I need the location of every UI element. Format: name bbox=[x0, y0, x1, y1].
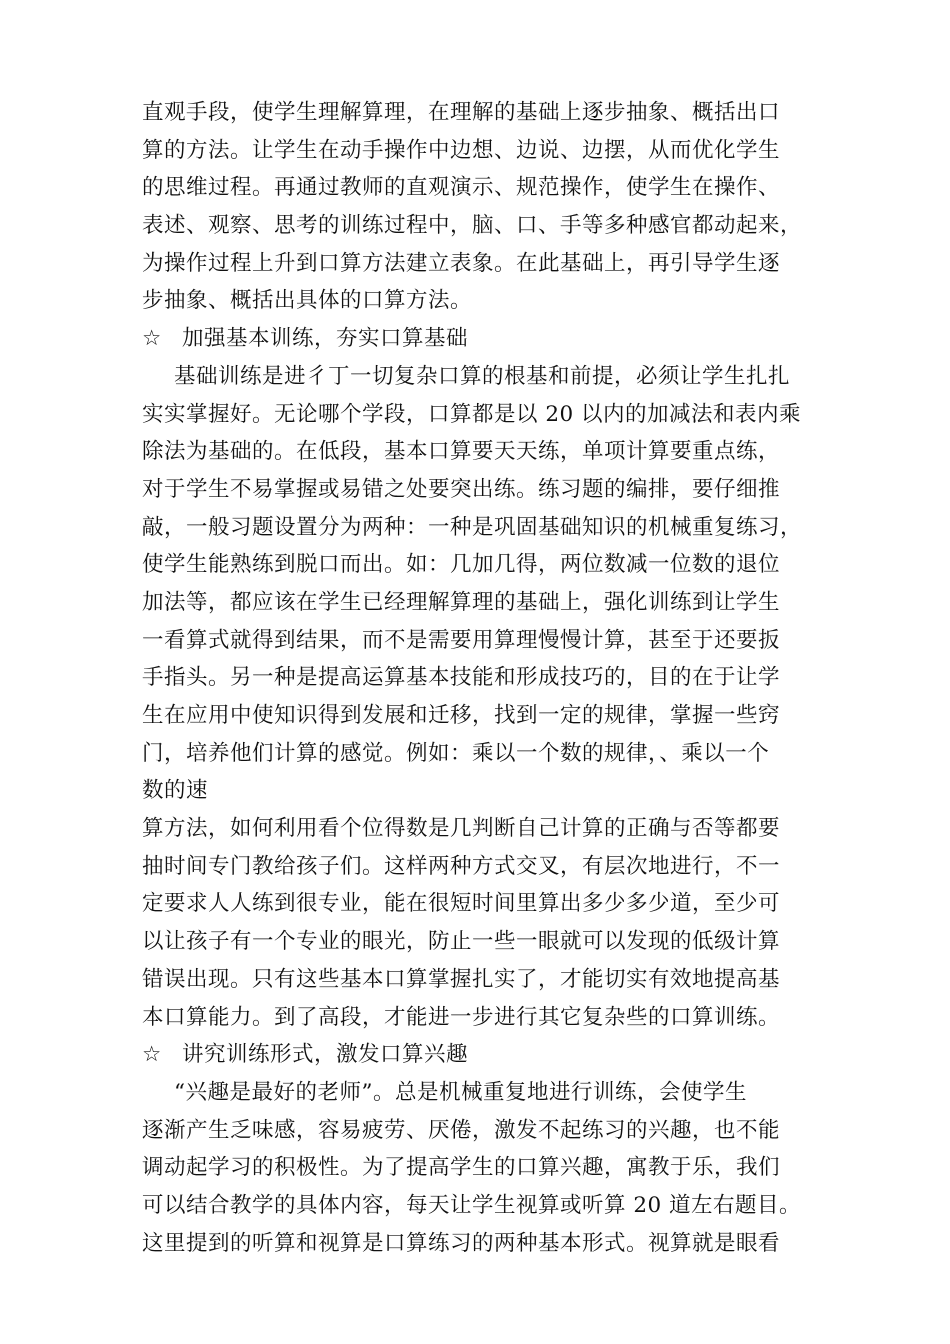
paragraph-line: 本口算能力。到了高段，才能进一步进行其它复杂些的口算训练。 bbox=[142, 1004, 781, 1030]
paragraph-line: 可以结合教学的具体内容，每天让学生视算或听算 20 道左右题目。 bbox=[142, 1192, 802, 1218]
paragraph-line: 定要求人人练到很专业，能在很短时间里算出多少多少道，至少可 bbox=[142, 891, 781, 917]
paragraph-line: “兴趣是最好的老师”。总是机械重复地进行训练，会使学生 bbox=[174, 1079, 747, 1105]
paragraph-line: 步抽象、概括出具体的口算方法。 bbox=[142, 288, 473, 314]
paragraph-line: 一看算式就得到结果，而不是需要用算理慢慢计算，甚至于还要扳 bbox=[142, 627, 781, 653]
paragraph-3 bbox=[142, 1074, 842, 1262]
section-heading-text: 加强基本训练，夯实口算基础 bbox=[182, 326, 469, 352]
paragraph-line: 门，培养他们计算的感觉。例如：乘以一个数的规律，、乘以一个 bbox=[142, 740, 770, 766]
paragraph-line: 为操作过程上升到口算方法建立表象。在此基础上，再引导学生逐 bbox=[142, 250, 781, 276]
paragraph-line: 错误出现。只有这些基本口算掌握扎实了，才能切实有效地提高基 bbox=[142, 966, 781, 992]
paragraph-line: 调动起学习的积极性。为了提高学生的口算兴趣，寓教于乐，我们 bbox=[142, 1155, 781, 1181]
paragraph-line: 对于学生不易掌握或易错之处要突出练。练习题的编排，要仔细推 bbox=[142, 476, 781, 502]
section-heading-2 bbox=[142, 1036, 842, 1074]
star-bullet-icon: ☆ bbox=[142, 326, 162, 352]
paragraph-line: 除法为基础的。在低段，基本口算要天天练，单项计算要重点练， bbox=[142, 439, 781, 465]
paragraph-line: 手指头。另一种是提高运算基本技能和形成技巧的，目的在于让学 bbox=[142, 665, 781, 691]
paragraph-line: 算方法，如何利用看个位得数是几判断自己计算的正确与否等都要 bbox=[142, 816, 781, 842]
paragraph-line: 直观手段，使学生理解算理，在理解的基础上逐步抽象、概括出口 bbox=[142, 100, 781, 125]
paragraph-line: 加法等，都应该在学生已经理解算理的基础上，强化训练到让学生 bbox=[142, 589, 781, 615]
star-bullet-icon: ☆ bbox=[142, 1042, 162, 1068]
paragraph-line: 基础训练是进彳丁一切复杂口算的根基和前提，必须让学生扎扎 bbox=[174, 363, 791, 389]
paragraph-line: 使学生能熟练到脱口而出。如：几加几得，两位数减一位数的退位 bbox=[142, 552, 781, 578]
document-body bbox=[142, 94, 842, 1262]
paragraph-2 bbox=[142, 358, 842, 1036]
paragraph-line: 敲，一般习题设置分为两种：一种是巩固基础知识的机械重复练习， bbox=[142, 514, 803, 540]
section-heading-1 bbox=[142, 320, 842, 358]
section-heading-text: 讲究训练形式，激发口算兴趣 bbox=[182, 1042, 469, 1068]
paragraph-line: 数的速 bbox=[142, 778, 209, 804]
paragraph-line: 这里提到的听算和视算是口算练习的两种基本形式。视算就是眼看 bbox=[142, 1230, 781, 1256]
paragraph-line: 的思维过程。再通过教师的直观演示、规范操作，使学生在操作、 bbox=[142, 175, 781, 201]
paragraph-line: 以让孩子有一个专业的眼光，防止一些一眼就可以发现的低级计算 bbox=[142, 929, 781, 955]
paragraph-line: 逐渐产生乏味感，容易疲劳、厌倦，激发不起练习的兴趣，也不能 bbox=[142, 1117, 781, 1143]
paragraph-line: 表述、观察、思考的训练过程中，脑、口、手等多种感官都动起来， bbox=[142, 213, 803, 239]
paragraph-line: 抽时间专门教给孩子们。这样两种方式交叉，有层次地进行，不一 bbox=[142, 853, 781, 879]
paragraph-line: 生在应用中使知识得到发展和迁移，找到一定的规律，掌握一些窍 bbox=[142, 703, 781, 728]
paragraph-line: 实实掌握好。无论哪个学段，口算都是以 20 以内的加减法和表内乘 bbox=[142, 401, 802, 427]
paragraph-line: 算的方法。让学生在动手操作中边想、边说、边摆，从而优化学生 bbox=[142, 137, 781, 163]
paragraph-1 bbox=[142, 94, 842, 320]
